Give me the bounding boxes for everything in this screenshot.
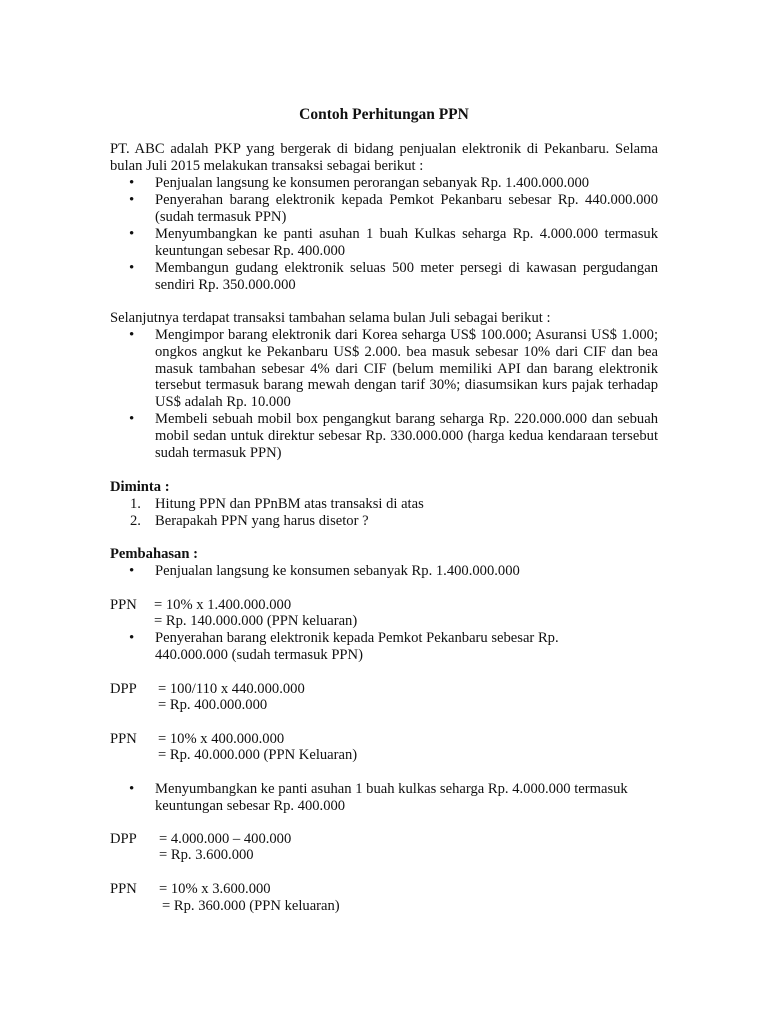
bullet-icon: • [129,411,135,427]
pembahasan-item: Menyumbangkan ke panti asuhan 1 buah kulkas seharga Rp. 4.000.000 termasuk keuntungan sebesar Rp. 400.000 [155,781,628,814]
calc-line: = Rp. 360.000 (PPN keluaran) [162,898,340,914]
calc-line: = 100/110 x 440.000.000 [158,681,305,697]
calc-line: = Rp. 40.000.000 (PPN Keluaran) [158,747,358,763]
diminta-heading: Diminta : [110,479,170,495]
calc-line: = Rp. 140.000.000 (PPN keluaran) [154,613,358,629]
additional-intro: Selanjutnya terdapat transaksi tambahan selama bulan Juli sebagai berikut : [110,310,551,326]
calc-line: = Rp. 400.000.000 [158,697,268,713]
transaction-item: Menyumbangkan ke panti asuhan 1 buah Kulkas seharga Rp. 4.000.000 termasuk keuntungan sebesar Rp. 400.000 [155,226,658,259]
intro-paragraph: PT. ABC adalah PKP yang bergerak di bidang penjualan elektronik di Pekanbaru. Selama bulan Juli 2015 melakukan transaksi sebagai berikut : [110,141,658,174]
bullet-icon: • [129,630,135,646]
bullet-icon: • [129,175,135,191]
bullet-icon: • [129,260,135,276]
pembahasan-item: Penyerahan barang elektronik kepada Pemkot Pekanbaru sebesar Rp. 440.000.000 (sudah termasuk PPN) [155,630,559,663]
bullet-icon: • [129,226,135,242]
list-number: 2. [130,513,141,529]
calc-line: = 10% x 3.600.000 [159,881,271,897]
calc-line: = 10% x 400.000.000 [158,731,285,747]
calc-line: = Rp. 3.600.000 [159,847,254,863]
pembahasan-item: Penjualan langsung ke konsumen sebanyak Rp. 1.400.000.000 [155,563,520,579]
transaction-item: Membangun gudang elektronik seluas 500 meter persegi di kawasan pergudangan sendiri Rp. 350.000.000 [155,260,658,293]
calc-label: PPN [110,597,137,613]
calc-line: = 10% x 1.400.000.000 [154,597,292,613]
bullet-icon: • [129,327,135,343]
bullet-icon: • [129,563,135,579]
pembahasan-heading: Pembahasan : [110,546,198,562]
calc-label: DPP [110,681,137,697]
transaction-item: Penyerahan barang elektronik kepada Pemkot Pekanbaru sebesar Rp. 440.000.000 (sudah termasuk PPN) [155,192,658,225]
calc-label: PPN [110,881,137,897]
additional-item: Membeli sebuah mobil box pengangkut barang seharga Rp. 220.000.000 dan sebuah mobil sedan untuk direktur sebesar Rp. 330.000.000 (harga kedua kendaraan tersebut sudah termasuk PPN) [155,411,658,461]
page-title: Contoh Perhitungan PPN [299,106,469,123]
diminta-item: Berapakah PPN yang harus disetor ? [155,513,369,529]
calc-line: = 4.000.000 – 400.000 [159,831,292,847]
transaction-item: Penjualan langsung ke konsumen perorangan sebanyak Rp. 1.400.000.000 [155,175,590,191]
calc-label: DPP [110,831,137,847]
diminta-item: Hitung PPN dan PPnBM atas transaksi di atas [155,496,424,512]
calc-label: PPN [110,731,137,747]
additional-item: Mengimpor barang elektronik dari Korea seharga US$ 100.000; Asuransi US$ 1.000; ongkos angkut ke Pekanbaru US$ 2.000. bea masuk sebesar 10% dari CIF dan bea masuk tambahan sebesar 4% dari CIF (belum memiliki API dan barang elektronik tersebut termasuk barang mewah dengan tarif 30%; diasumsikan kurs pajak terhadap US$ adalah Rp. 10.000 [155,327,658,411]
list-number: 1. [130,496,141,512]
bullet-icon: • [129,192,135,208]
bullet-icon: • [129,781,135,797]
